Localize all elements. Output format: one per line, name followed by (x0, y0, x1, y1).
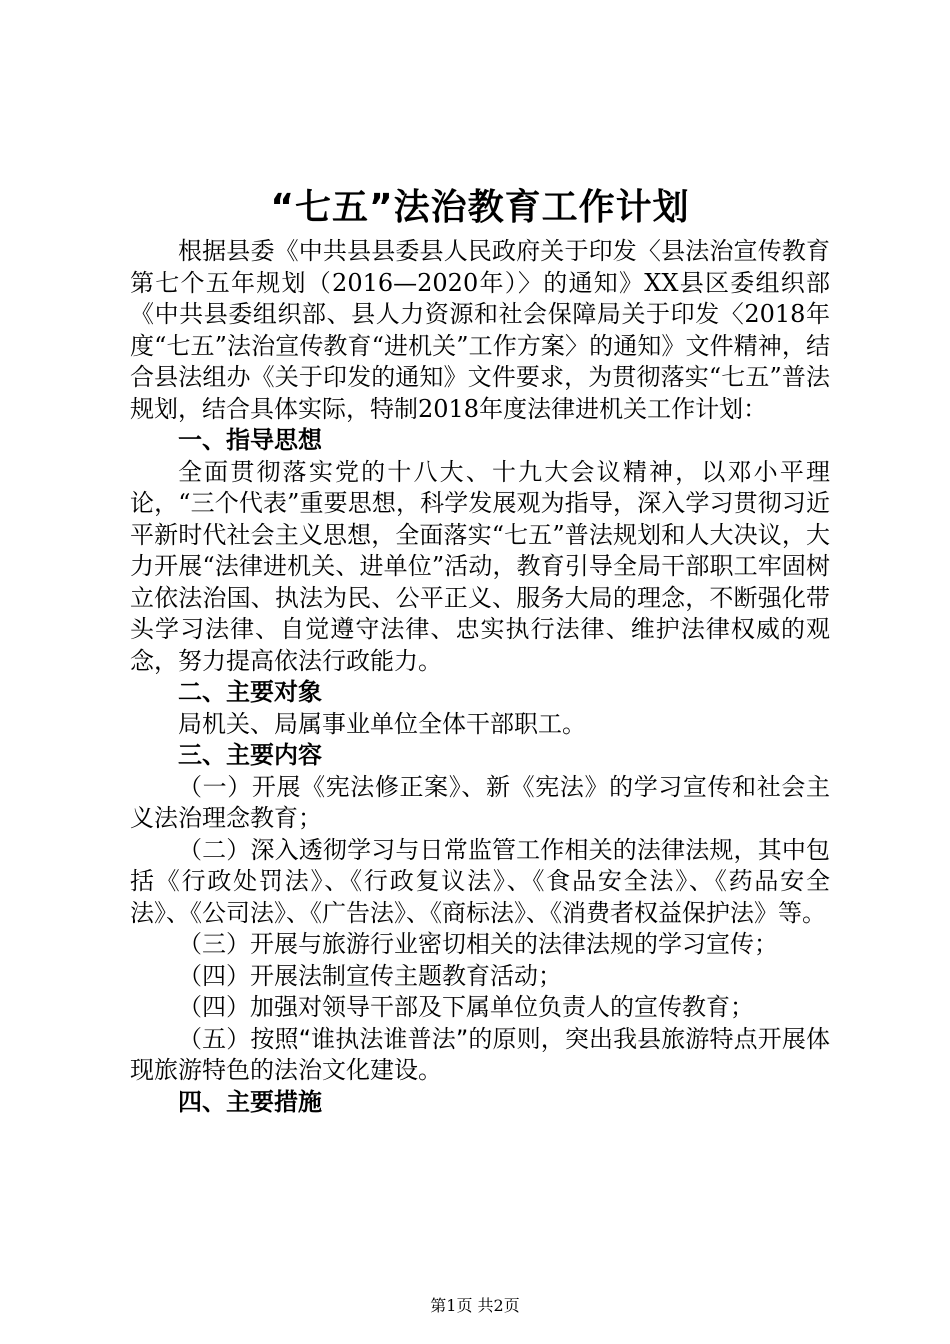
document-body (130, 182, 830, 1118)
content-item: （四）开展法制宣传主题教育活动； (178, 961, 562, 990)
content-item: （二）深入透彻学习与日常监管工作相关的法律法规，其中包括《行政处罚法》、《行政复议法》、《食品安全法》、《药品安全法》、《公司法》、《广告法》、《商标法》、《消费者权益保护法》等。 (130, 835, 830, 927)
content-item: （五）按照“谁执法谁普法”的原则，突出我县旅游特点开展体现旅游特色的法治文化建设。 (130, 1024, 830, 1084)
page-number-footer: 第1页 共2页 (430, 1296, 520, 1315)
section-heading-main-targets: 二、主要对象 (178, 678, 322, 706)
content-item: （一）开展《宪法修正案》、新《宪法》的学习宣传和社会主义法治理念教育； (130, 772, 830, 832)
document-title: “七五”法治教育工作计划 (270, 187, 690, 228)
intro-paragraph: 根据县委《中共县县委县人民政府关于印发〈县法治宣传教育第七个五年规划（2016—2020年）〉的通知》XX县区委组织部《中共县委组织部、县人力资源和社会保障局关于印发〈2018年度“七五”法治宣传教育“进机关”工作方案〉的通知》文件精神，结合县法组办《关于印发的通知》文件要求，为贯彻落实“七五”普法规划，结合具体实际，特制2018年度法律进机关工作计划： (130, 237, 830, 423)
section-body-main-targets: 局机关、局属事业单位全体干部职工。 (178, 709, 586, 738)
section-heading-main-content: 三、主要内容 (178, 741, 322, 769)
content-item: （四）加强对领导干部及下属单位负责人的宣传教育； (178, 993, 754, 1021)
section-heading-main-measures: 四、主要措施 (178, 1087, 322, 1116)
content-item: （三）开展与旅游行业密切相关的法律法规的学习宣传； (178, 930, 778, 958)
section-body-guiding-ideology: 全面贯彻落实党的十八大、十九大会议精神，以邓小平理论，“三个代表”重要思想，科学发展观为指导，深入学习贯彻习近平新时代社会主义思想，全面落实“七五”普法规划和人大决议，大力开展“法律进机关、进单位”活动，教育引导全局干部职工牢固树立依法治国、执法为民、公平正义、服务大局的理念，不断强化带头学习法律、自觉遵守法律、忠实执行法律、维护法律权威的观念，努力提高依法行政能力。 (130, 457, 830, 675)
section-heading-guiding-ideology: 一、指导思想 (178, 426, 322, 454)
